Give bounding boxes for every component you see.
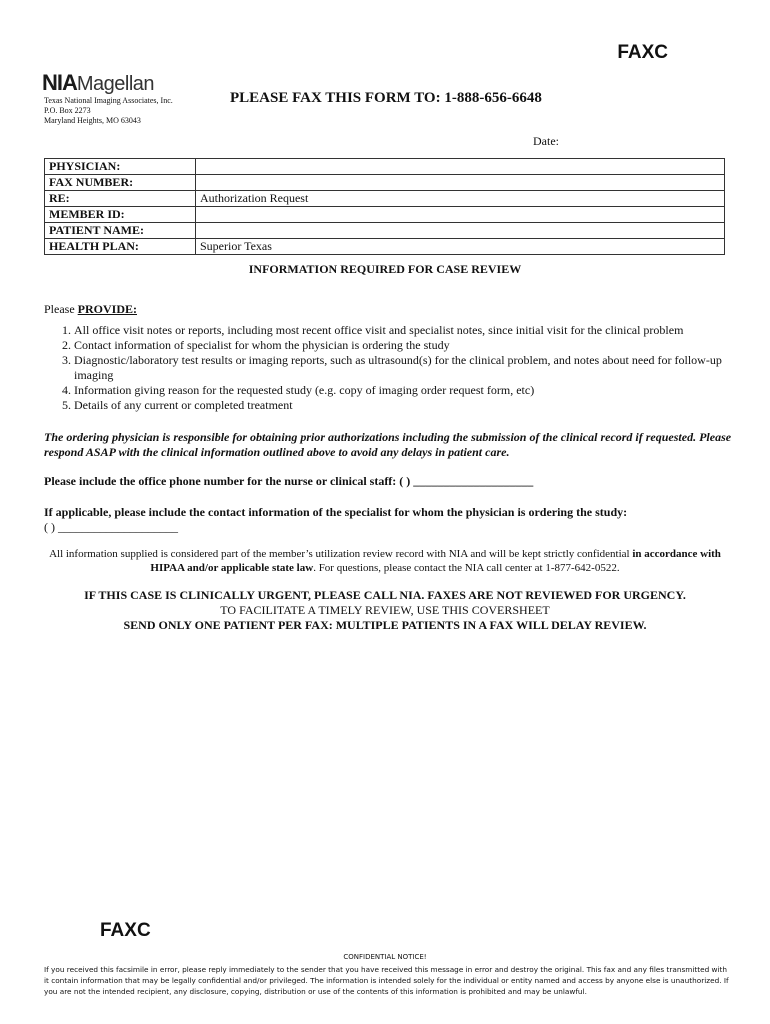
table-row: [45, 159, 725, 175]
fax-number-field[interactable]: [196, 175, 725, 191]
list-item: 5. Details of any current or completed treatment: [74, 398, 754, 413]
member-id-label: MEMBER ID:: [45, 207, 196, 223]
physician-field[interactable]: [196, 159, 725, 175]
please-prefix: Please: [44, 302, 75, 316]
patient-name-field[interactable]: [196, 223, 725, 239]
urgent-line-3: SEND ONLY ONE PATIENT PER FAX: MULTIPLE PATIENTS IN A FAX WILL DELAY REVIEW.: [123, 618, 647, 632]
confidential-text: If you received this facsimile in error, please reply immediately to the sender that you have received this message in error and destroy the original. This fax and any files transmitted with it contain information that may be legally confidential and/or privileged. The information is intended solely for the individual or entity named and access by anyone else is unauthorized. If you are not the intended recipient, any disclosure, copying, distribution or use of the contents of this information is prohibited and may be unlawful.: [44, 965, 729, 996]
specialist-phone-blank[interactable]: ( ) ____________________: [44, 520, 178, 534]
table-row: [45, 191, 725, 207]
required-items-list: [40, 323, 754, 413]
urgent-line-1: IF THIS CASE IS CLINICALLY URGENT, PLEASE CALL NIA. FAXES ARE NOT REVIEWED FOR URGENCY.: [84, 588, 686, 602]
table-row: [45, 207, 725, 223]
fax-instruction: PLEASE FAX THIS FORM TO: 1-888-656-6648: [230, 90, 542, 106]
physician-responsibility-note: The ordering physician is responsible for obtaining prior authorizations including the submission of the clinical record if requested. Please respond ASAP with the clinical information outlined above to avoid any delays in patient care.: [44, 430, 732, 459]
address-line: P.O. Box 2273: [44, 106, 91, 115]
fax-number-label: FAX NUMBER:: [45, 175, 196, 191]
sender-address: [44, 96, 173, 126]
nia-magellan-logo: [42, 70, 154, 96]
member-id-field[interactable]: [196, 207, 725, 223]
hipaa-text-1: All information supplied is considered part of the member’s utilization review record with NIA and will be kept strictly confidential: [49, 548, 633, 560]
list-item: 3. Diagnostic/laboratory test results or imaging reports, such as ultrasound(s) for the clinical problem, and notes about need for follow-up imaging: [74, 353, 754, 383]
specialist-contact: [44, 505, 734, 535]
form-code-bottom: FAXC: [100, 920, 151, 941]
hipaa-text-2: . For questions, please contact the NIA call center at 1-877-642-0522.: [313, 562, 620, 574]
address-line: Texas National Imaging Associates, Inc.: [44, 96, 173, 105]
patient-name-label: PATIENT NAME:: [45, 223, 196, 239]
physician-label: PHYSICIAN:: [45, 159, 196, 175]
re-label: RE:: [45, 191, 196, 207]
confidential-title: CONFIDENTIAL NOTICE!: [343, 953, 427, 961]
list-item: 4. Information giving reason for the requested study (e.g. copy of imaging order request form, etc): [74, 383, 754, 398]
list-item: 2. Contact information of specialist for whom the physician is ordering the study: [74, 338, 754, 353]
please-emphasis: PROVIDE:: [77, 302, 137, 316]
hipaa-notice: [44, 547, 726, 575]
health-plan-field[interactable]: Superior Texas: [196, 239, 725, 255]
section-title: INFORMATION REQUIRED FOR CASE REVIEW: [248, 262, 522, 276]
table-row: [45, 239, 725, 255]
table-row: [45, 175, 725, 191]
please-provide: [44, 302, 137, 317]
form-code-top: FAXC: [617, 42, 668, 63]
urgent-line-2: TO FACILITATE A TIMELY REVIEW, USE THIS COVERSHEET: [220, 603, 550, 617]
hipaa-text-bold: in accordance with HIPAA and/or applicable state law: [150, 548, 721, 574]
logo-magellan: Magellan: [76, 73, 155, 95]
specialist-prompt: If applicable, please include the contact information of the specialist for whom the physician is ordering the study:: [44, 505, 628, 519]
logo-nia: NIA: [42, 70, 77, 95]
date-label: Date:: [533, 134, 559, 148]
re-field[interactable]: Authorization Request: [196, 191, 725, 207]
list-item: 1. All office visit notes or reports, including most recent office visit and specialist notes, since initial visit for the clinical problem: [74, 323, 754, 338]
health-plan-label: HEALTH PLAN:: [45, 239, 196, 255]
address-line: Maryland Heights, MO 63043: [44, 116, 141, 125]
table-row: [45, 223, 725, 239]
office-phone-line[interactable]: Please include the office phone number for the nurse or clinical staff: ( ) ____________________: [44, 474, 534, 488]
info-table: [44, 158, 725, 255]
urgent-notice: [0, 588, 770, 633]
